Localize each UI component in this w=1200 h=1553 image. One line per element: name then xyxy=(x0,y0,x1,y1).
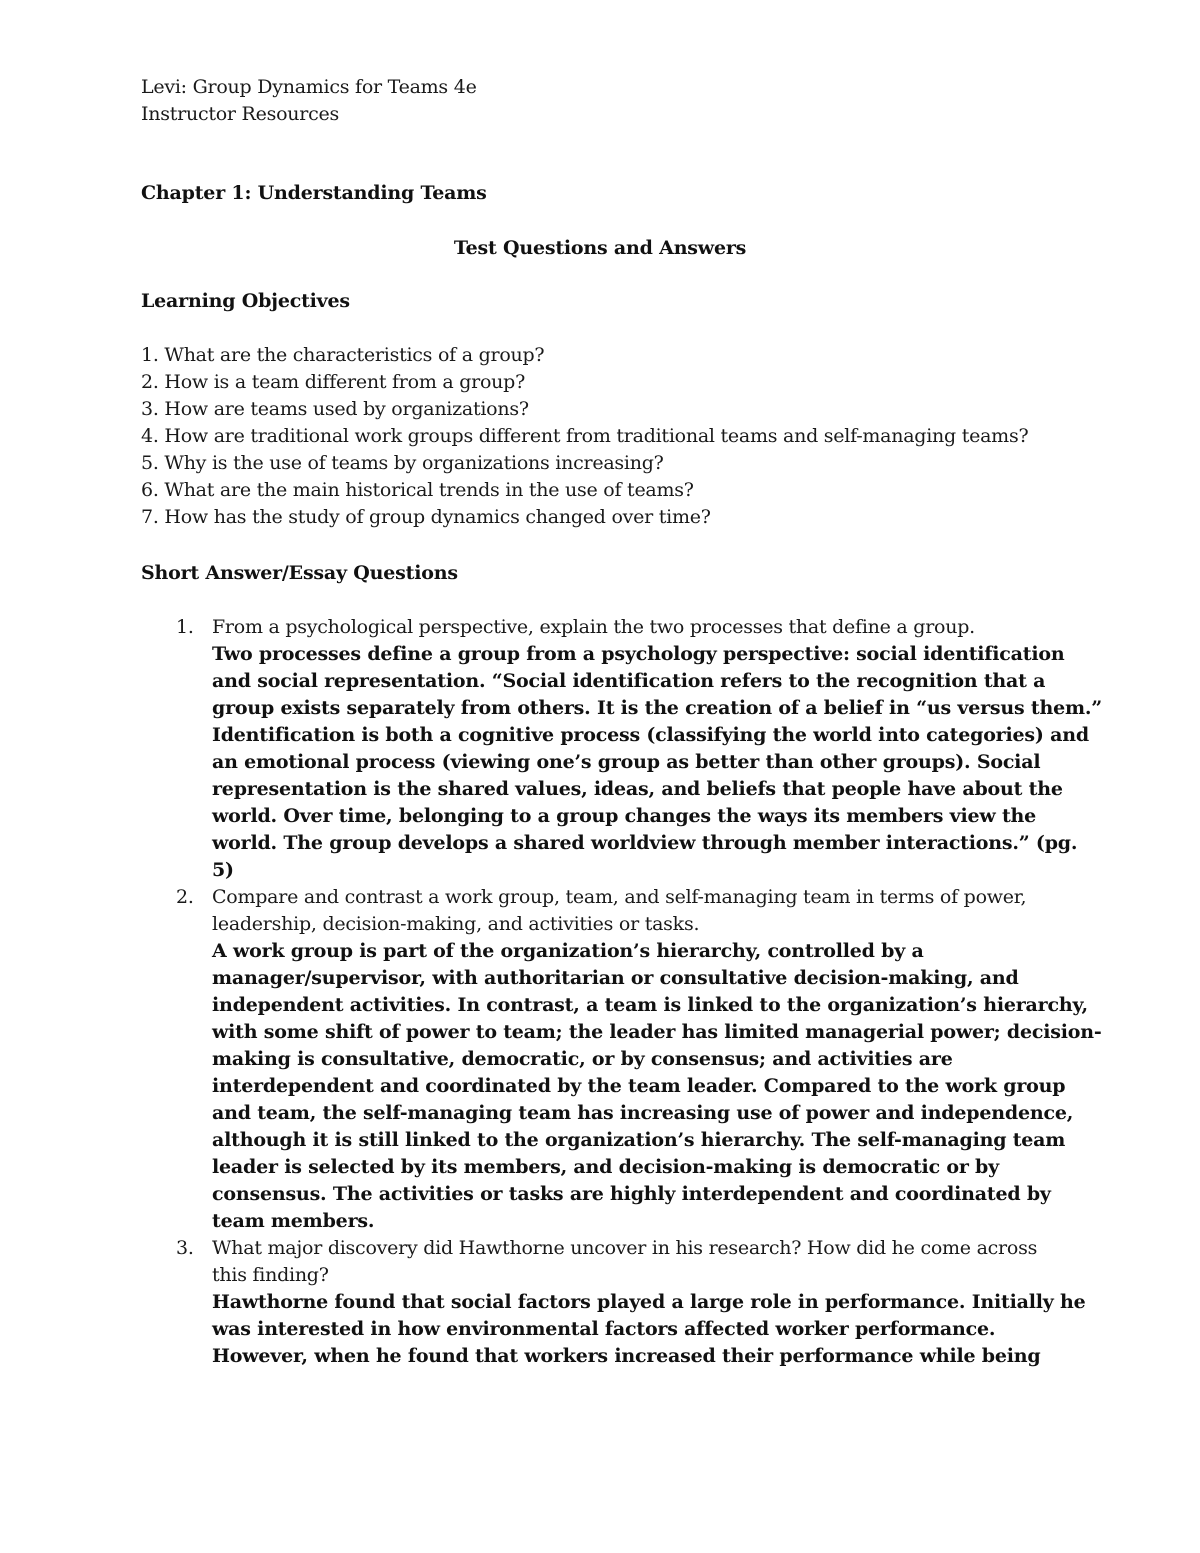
question-text xyxy=(212,1235,1071,1289)
question-line: From a psychological perspective, explain the two processes that define a group. xyxy=(212,616,975,638)
list-item: 2. How is a team different from a group? xyxy=(141,371,526,393)
question-line: What major discovery did Hawthorne uncover in his research? How did he come across xyxy=(212,1237,1038,1259)
question-item-2 xyxy=(171,884,1102,1235)
question-number: 1. xyxy=(176,616,194,638)
answer-line: team members. xyxy=(212,1210,375,1232)
answer-line: making is consultative, democratic, or by consensus; and activities are xyxy=(212,1048,953,1070)
answer-line: and social representation. “Social identification refers to the recognition that a xyxy=(212,670,1046,692)
list-item: 7. How has the study of group dynamics changed over time? xyxy=(141,506,711,528)
question-number: 3. xyxy=(176,1237,194,1259)
answer-line: with some shift of power to team; the leader has limited managerial power; decision- xyxy=(212,1021,1102,1043)
short-answer-heading: Short Answer/Essay Questions xyxy=(141,562,458,584)
question-line: this finding? xyxy=(212,1264,329,1286)
document-header xyxy=(141,74,477,128)
answer-line: leader is selected by its members, and decision-making is democratic or by xyxy=(212,1156,999,1178)
answer-line: representation is the shared values, ideas, and beliefs that people have about the xyxy=(212,778,1063,800)
answer-text xyxy=(212,1289,1086,1370)
answer-text xyxy=(212,641,1103,884)
question-line: Compare and contrast a work group, team, and self-managing team in terms of power, xyxy=(212,886,1027,908)
header-book-title: Levi: Group Dynamics for Teams 4e xyxy=(141,76,477,98)
question-line: leadership, decision-making, and activities or tasks. xyxy=(212,913,700,935)
list-item: 4. How are traditional work groups different from traditional teams and self-managing teams? xyxy=(141,425,1029,447)
answer-line: and team, the self-managing team has increasing use of power and independence, xyxy=(212,1102,1074,1124)
doc-title: Test Questions and Answers xyxy=(453,237,747,259)
list-item: 1. What are the characteristics of a group? xyxy=(141,344,545,366)
answer-line: Identification is both a cognitive process (classifying the world into categories) and xyxy=(212,724,1089,746)
short-answer-list xyxy=(171,614,1103,1370)
question-item-1 xyxy=(171,614,1103,884)
list-item: 3. How are teams used by organizations? xyxy=(141,398,529,420)
header-subtitle: Instructor Resources xyxy=(141,103,339,125)
list-item: 5. Why is the use of teams by organizations increasing? xyxy=(141,452,664,474)
chapter-title: Chapter 1: Understanding Teams xyxy=(141,182,487,204)
answer-line: interdependent and coordinated by the team leader. Compared to the work group xyxy=(212,1075,1066,1097)
answer-line: world. The group develops a shared worldview through member interactions.” (pg. xyxy=(212,832,1078,854)
answer-line: 5) xyxy=(212,859,234,881)
answer-line: although it is still linked to the organization’s hierarchy. The self-managing team xyxy=(212,1129,1066,1151)
answer-line: was interested in how environmental factors affected worker performance. xyxy=(212,1318,996,1340)
answer-line: consensus. The activities or tasks are highly interdependent and coordinated by xyxy=(212,1183,1051,1205)
list-item: 6. What are the main historical trends in the use of teams? xyxy=(141,479,694,501)
answer-line: Two processes define a group from a psychology perspective: social identification xyxy=(212,643,1065,665)
answer-line: world. Over time, belonging to a group changes the ways its members view the xyxy=(212,805,1037,827)
question-text xyxy=(212,614,1071,641)
answer-line: independent activities. In contrast, a team is linked to the organization’s hierarchy, xyxy=(212,994,1088,1016)
answer-line: However, when he found that workers increased their performance while being xyxy=(212,1345,1041,1367)
answer-text xyxy=(212,938,1102,1235)
learning-objectives-list xyxy=(141,342,1028,531)
question-item-3 xyxy=(171,1235,1086,1370)
question-number: 2. xyxy=(176,886,194,908)
answer-line: Hawthorne found that social factors played a large role in performance. Initially he xyxy=(212,1291,1086,1313)
question-text xyxy=(212,884,1071,938)
learning-objectives-heading: Learning Objectives xyxy=(141,290,350,312)
answer-line: an emotional process (viewing one’s group as better than other groups). Social xyxy=(212,751,1041,773)
answer-line: manager/supervisor, with authoritarian or consultative decision-making, and xyxy=(212,967,1019,989)
answer-line: group exists separately from others. It is the creation of a belief in “us versus them.” xyxy=(212,697,1103,719)
answer-line: A work group is part of the organization’s hierarchy, controlled by a xyxy=(212,940,924,962)
